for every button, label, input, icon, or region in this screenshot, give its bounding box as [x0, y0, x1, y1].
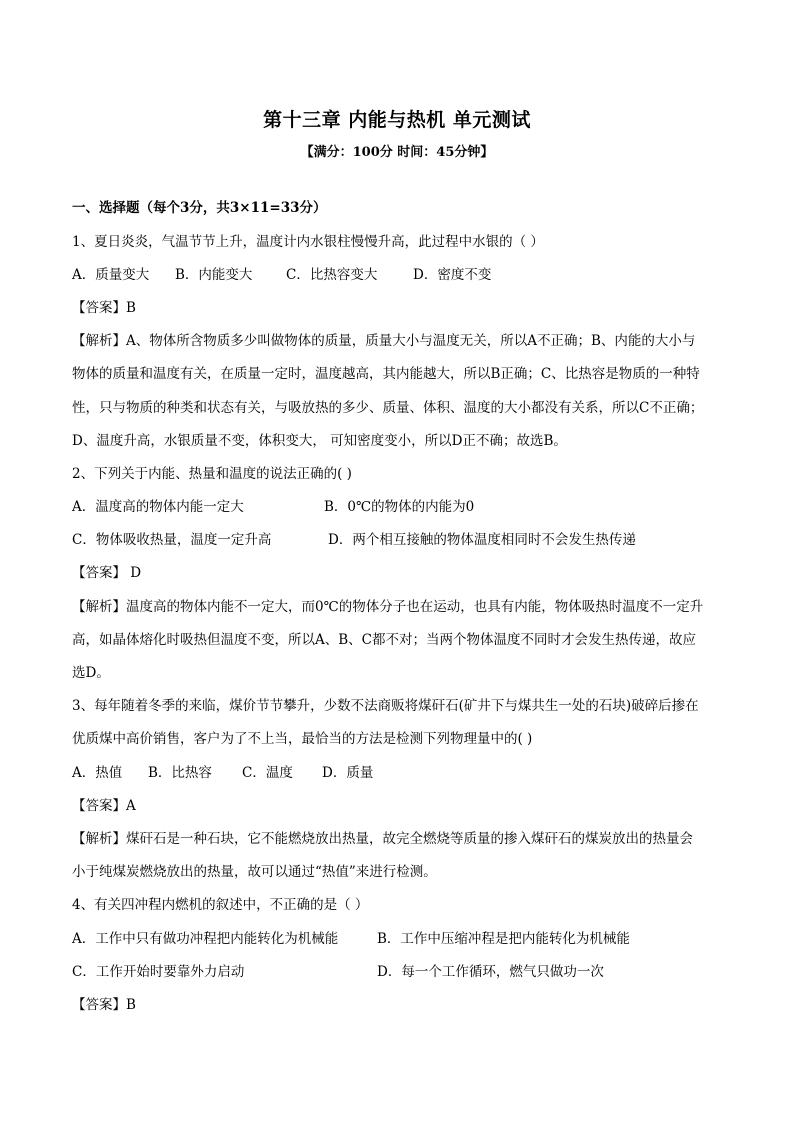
option-a: A．热值 — [72, 765, 123, 781]
page-title: 第十三章 内能与热机 单元测试 — [263, 109, 531, 131]
question-3-analysis-line: 【解析】煤矸石是一种石块，它不能燃烧放出热量，故完全燃烧等质量的掺入煤矸石的煤炭放出的热量会 — [72, 831, 693, 847]
question-4-answer: 【答案】B — [72, 997, 136, 1013]
question-3-options — [72, 763, 732, 783]
question-1-analysis-line: 性，只与物质的种类和状态有关，与吸放热的多少、质量、体积、温度的大小都没有关系，所以C不正确； — [72, 400, 704, 416]
option-a: A．质量变大 — [72, 267, 150, 283]
question-1-analysis-line: 物体的质量和温度有关，在质量一定时，温度越高，其内能越大，所以B正确；C、比热容是物质的一种特 — [72, 366, 700, 382]
question-2-analysis-line: 高，如晶体熔化时吸热但温度不变，所以A、B、C都不对；当两个物体温度不同时才会发生热传递，故应 — [72, 632, 696, 648]
question-1-analysis-line: 【解析】A、物体所含物质多少叫做物体的质量，质量大小与温度无关，所以A不正确；B、内能的大小与 — [72, 333, 696, 349]
option-c: C．温度 — [242, 765, 293, 781]
option-b: B．比热容 — [148, 765, 212, 781]
option-c: C．比热容变大 — [286, 267, 378, 283]
question-2-analysis-line: 选D。 — [72, 665, 110, 681]
option-a: A．温度高的物体内能一定大 — [72, 499, 244, 515]
option-b: B．内能变大 — [175, 267, 253, 283]
question-4-options-row-2 — [72, 962, 732, 982]
question-1-options — [72, 265, 732, 285]
question-3-analysis-line: 小于纯煤炭燃烧放出的热量，故可以通过“热值”来进行检测。 — [72, 864, 437, 880]
question-2-stem: 2、下列关于内能、热量和温度的说法正确的( ) — [72, 466, 352, 482]
question-1-analysis-line: D、温度升高，水银质量不变，体积变大， 可知密度变小，所以D正不确；故选B。 — [72, 433, 567, 449]
question-1-answer: 【答案】B — [72, 300, 136, 316]
option-c: C．工作开始时要靠外力启动 — [72, 964, 245, 980]
option-c: C．物体吸收热量，温度一定升高 — [72, 532, 272, 548]
question-3-stem-line: 优质煤中高价销售，客户为了不上当，最恰当的方法是检测下列物理量中的( ) — [72, 731, 533, 747]
option-d: D．密度不变 — [413, 267, 492, 283]
question-2-options-row-2 — [72, 530, 732, 550]
question-2-analysis-line: 【解析】温度高的物体内能不一定大，而0℃的物体分子也在运动，也具有内能，物体吸热时温度不一定升 — [72, 599, 704, 615]
option-d: D．每一个工作循环，燃气只做功一次 — [377, 964, 604, 980]
question-3-answer: 【答案】A — [72, 798, 136, 814]
option-b: B．工作中压缩冲程是把内能转化为机械能 — [377, 931, 630, 947]
question-4-stem: 4、有关四冲程内燃机的叙述中，不正确的是（ ） — [72, 897, 369, 913]
question-2-options-row-1 — [72, 497, 732, 517]
question-3-stem-line: 3、每年随着冬季的来临，煤价节节攀升，少数不法商贩将煤矸石(矿井下与煤共生一处的石块)破碎后掺在 — [72, 698, 699, 714]
page-subtitle: 【满分：100分 时间：45分钟】 — [300, 145, 494, 160]
option-b: B．0℃的物体的内能为0 — [324, 499, 475, 515]
question-1-stem: 1、夏日炎炎，气温节节上升，温度计内水银柱慢慢升高，此过程中水银的（ ） — [72, 234, 544, 250]
question-4-options-row-1 — [72, 929, 732, 949]
option-d: D．两个相互接触的物体温度相同时不会发生热传递 — [328, 532, 636, 548]
question-2-answer: 【答案】 D — [72, 565, 142, 581]
option-d: D．质量 — [322, 765, 374, 781]
section-heading: 一、选择题（每个3分，共3×11=33分） — [72, 200, 327, 216]
option-a: A．工作中只有做功冲程把内能转化为机械能 — [72, 931, 339, 947]
